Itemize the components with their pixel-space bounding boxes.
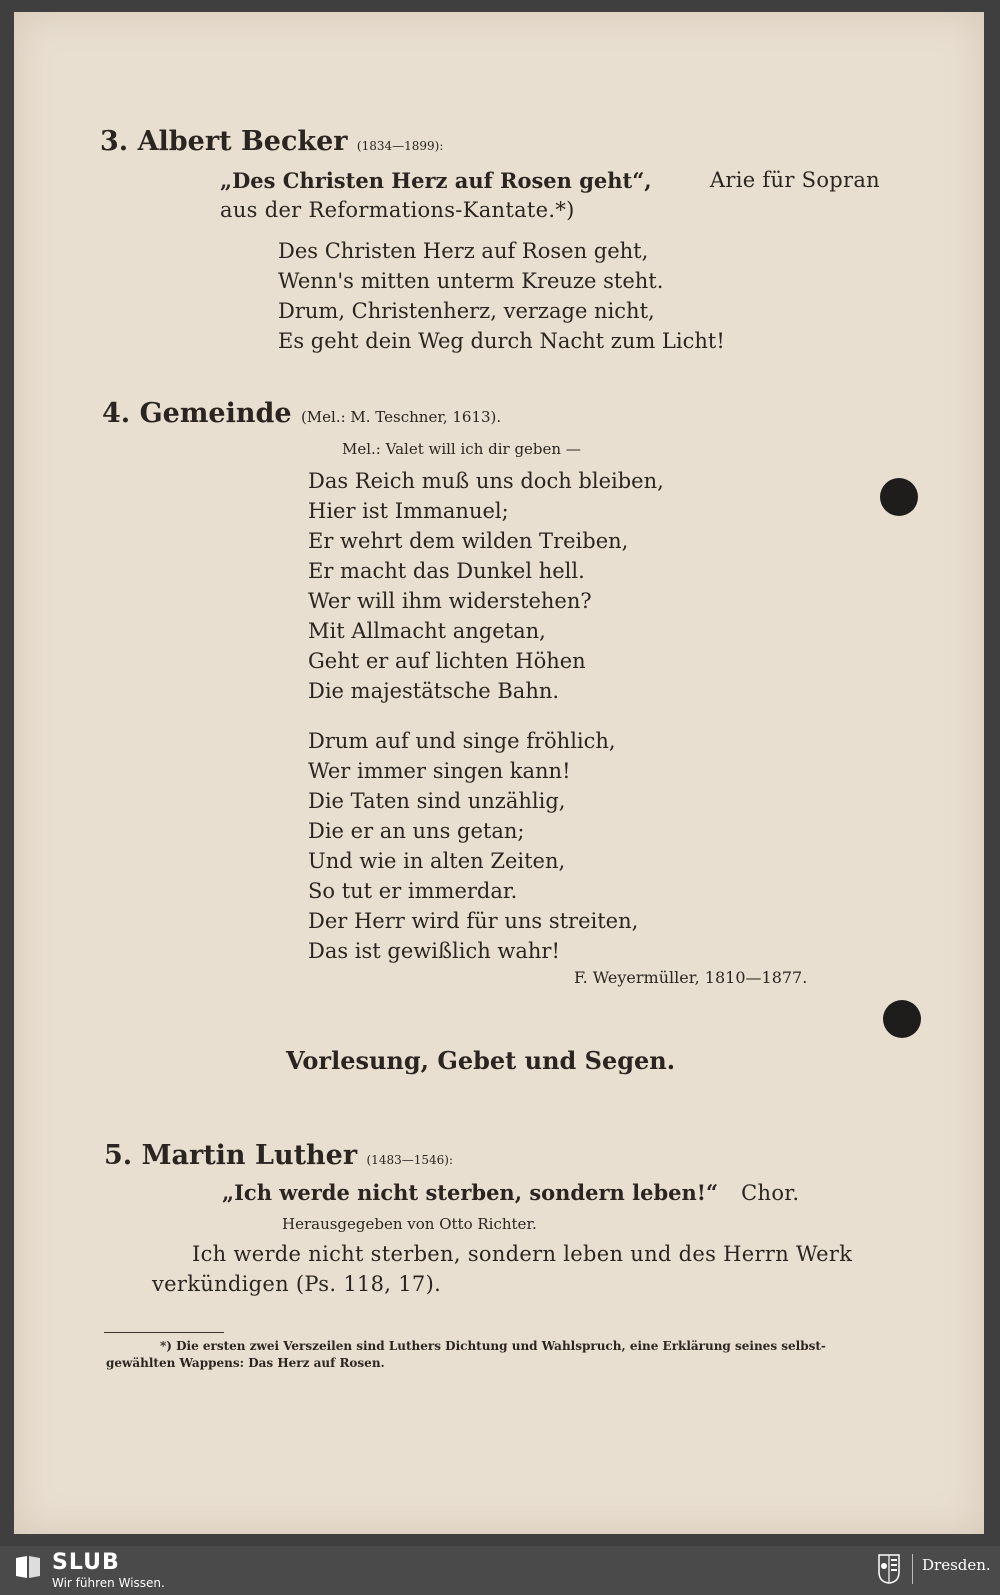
section-5-heading: [104, 1140, 453, 1171]
section-5-editor: Herausgegeben von Otto Richter.: [282, 1215, 537, 1233]
stanza-line: Die Taten sind unzählig,: [308, 789, 566, 813]
verse-line: Es geht dein Weg durch Nacht zum Licht!: [278, 329, 725, 353]
city-wordmark: Dresden.: [922, 1556, 991, 1574]
stanza-line: Mit Allmacht angetan,: [308, 619, 546, 643]
section-3-work-source: aus der Reformations-Kantate.*): [220, 198, 575, 222]
verse-line: Drum, Christenherz, verzage nicht,: [278, 299, 655, 323]
stanza-line: Das Reich muß uns doch bleiben,: [308, 469, 664, 493]
footnote: [106, 1338, 826, 1372]
section-4-title: Gemeinde: [139, 398, 292, 429]
punch-hole: [883, 1000, 921, 1038]
stanza-line: Der Herr wird für uns streiten,: [308, 909, 639, 933]
section-5-text-line-1: Ich werde nicht sterben, sondern leben und des Herrn Werk: [192, 1242, 853, 1266]
section-3-verse: [278, 236, 725, 356]
section-5-text-line-2: verkündigen (Ps. 118, 17).: [152, 1272, 442, 1296]
section-4-number: 4.: [102, 398, 131, 429]
section-5-dates: (1483—1546):: [366, 1153, 453, 1167]
verse-line: Des Christen Herz auf Rosen geht,: [278, 239, 649, 263]
stanza-line: Die er an uns getan;: [308, 819, 525, 843]
section-4-melody: Mel.: Valet will ich dir geben —: [342, 440, 581, 458]
section-5-work-title: „Ich werde nicht sterben, sondern leben!“: [222, 1180, 719, 1205]
brand-name: SLUB: [52, 1550, 120, 1575]
brand-tagline: Wir führen Wissen.: [52, 1576, 165, 1590]
section-5-work-line: [222, 1180, 799, 1205]
section-4-mel-ref: (Mel.: M. Teschner, 1613).: [300, 408, 502, 426]
interlude-heading: Vorlesung, Gebet und Segen.: [286, 1046, 676, 1075]
stanza-line: Und wie in alten Zeiten,: [308, 849, 566, 873]
footer-separator: [912, 1554, 913, 1584]
scanned-page: [14, 12, 984, 1534]
section-5-composer: Martin Luther: [141, 1140, 358, 1171]
stanza-line: Das ist gewißlich wahr!: [308, 939, 560, 963]
stanza-line: Wer immer singen kann!: [308, 759, 571, 783]
verse-line: Wenn's mitten unterm Kreuze steht.: [278, 269, 664, 293]
footnote-line: gewählten Wappens: Das Herz auf Rosen.: [106, 1356, 385, 1370]
stanza-line: Geht er auf lichten Höhen: [308, 649, 586, 673]
section-3-number: 3.: [100, 126, 129, 157]
footer-bar: [0, 1546, 1000, 1595]
footnote-rule: [104, 1332, 224, 1333]
section-5-number: 5.: [104, 1140, 133, 1171]
section-4-stanza-1: [308, 466, 664, 706]
section-3-dates: (1834—1899):: [356, 139, 444, 153]
stanza-line: Er macht das Dunkel hell.: [308, 559, 585, 583]
stanza-line: Drum auf und singe fröhlich,: [308, 729, 616, 753]
book-logo-icon: [14, 1554, 42, 1580]
section-5-work-desc: Chor.: [741, 1181, 800, 1205]
section-4-author: F. Weyermüller, 1810—1877.: [574, 968, 808, 987]
section-3-heading: [100, 126, 443, 157]
section-4-stanza-2: [308, 726, 638, 966]
stanza-line: Hier ist Immanuel;: [308, 499, 509, 523]
section-3-work-title: „Des Christen Herz auf Rosen geht“,: [220, 168, 652, 193]
section-3-work-line: [220, 168, 880, 193]
section-4-heading: [102, 398, 501, 429]
stanza-line: Die majestätsche Bahn.: [308, 679, 560, 703]
section-3-composer: Albert Becker: [137, 126, 348, 157]
stanza-line: Er wehrt dem wilden Treiben,: [308, 529, 629, 553]
punch-hole: [880, 478, 918, 516]
footnote-line: *) Die ersten zwei Verszeilen sind Luthers Dichtung und Wahlspruch, eine Erklärung seines selbst-: [160, 1339, 826, 1353]
section-3-work-desc: Arie für Sopran: [709, 168, 880, 192]
stanza-line: So tut er immerdar.: [308, 879, 518, 903]
city-crest-icon: [878, 1554, 900, 1584]
stanza-line: Wer will ihm widerstehen?: [308, 589, 592, 613]
